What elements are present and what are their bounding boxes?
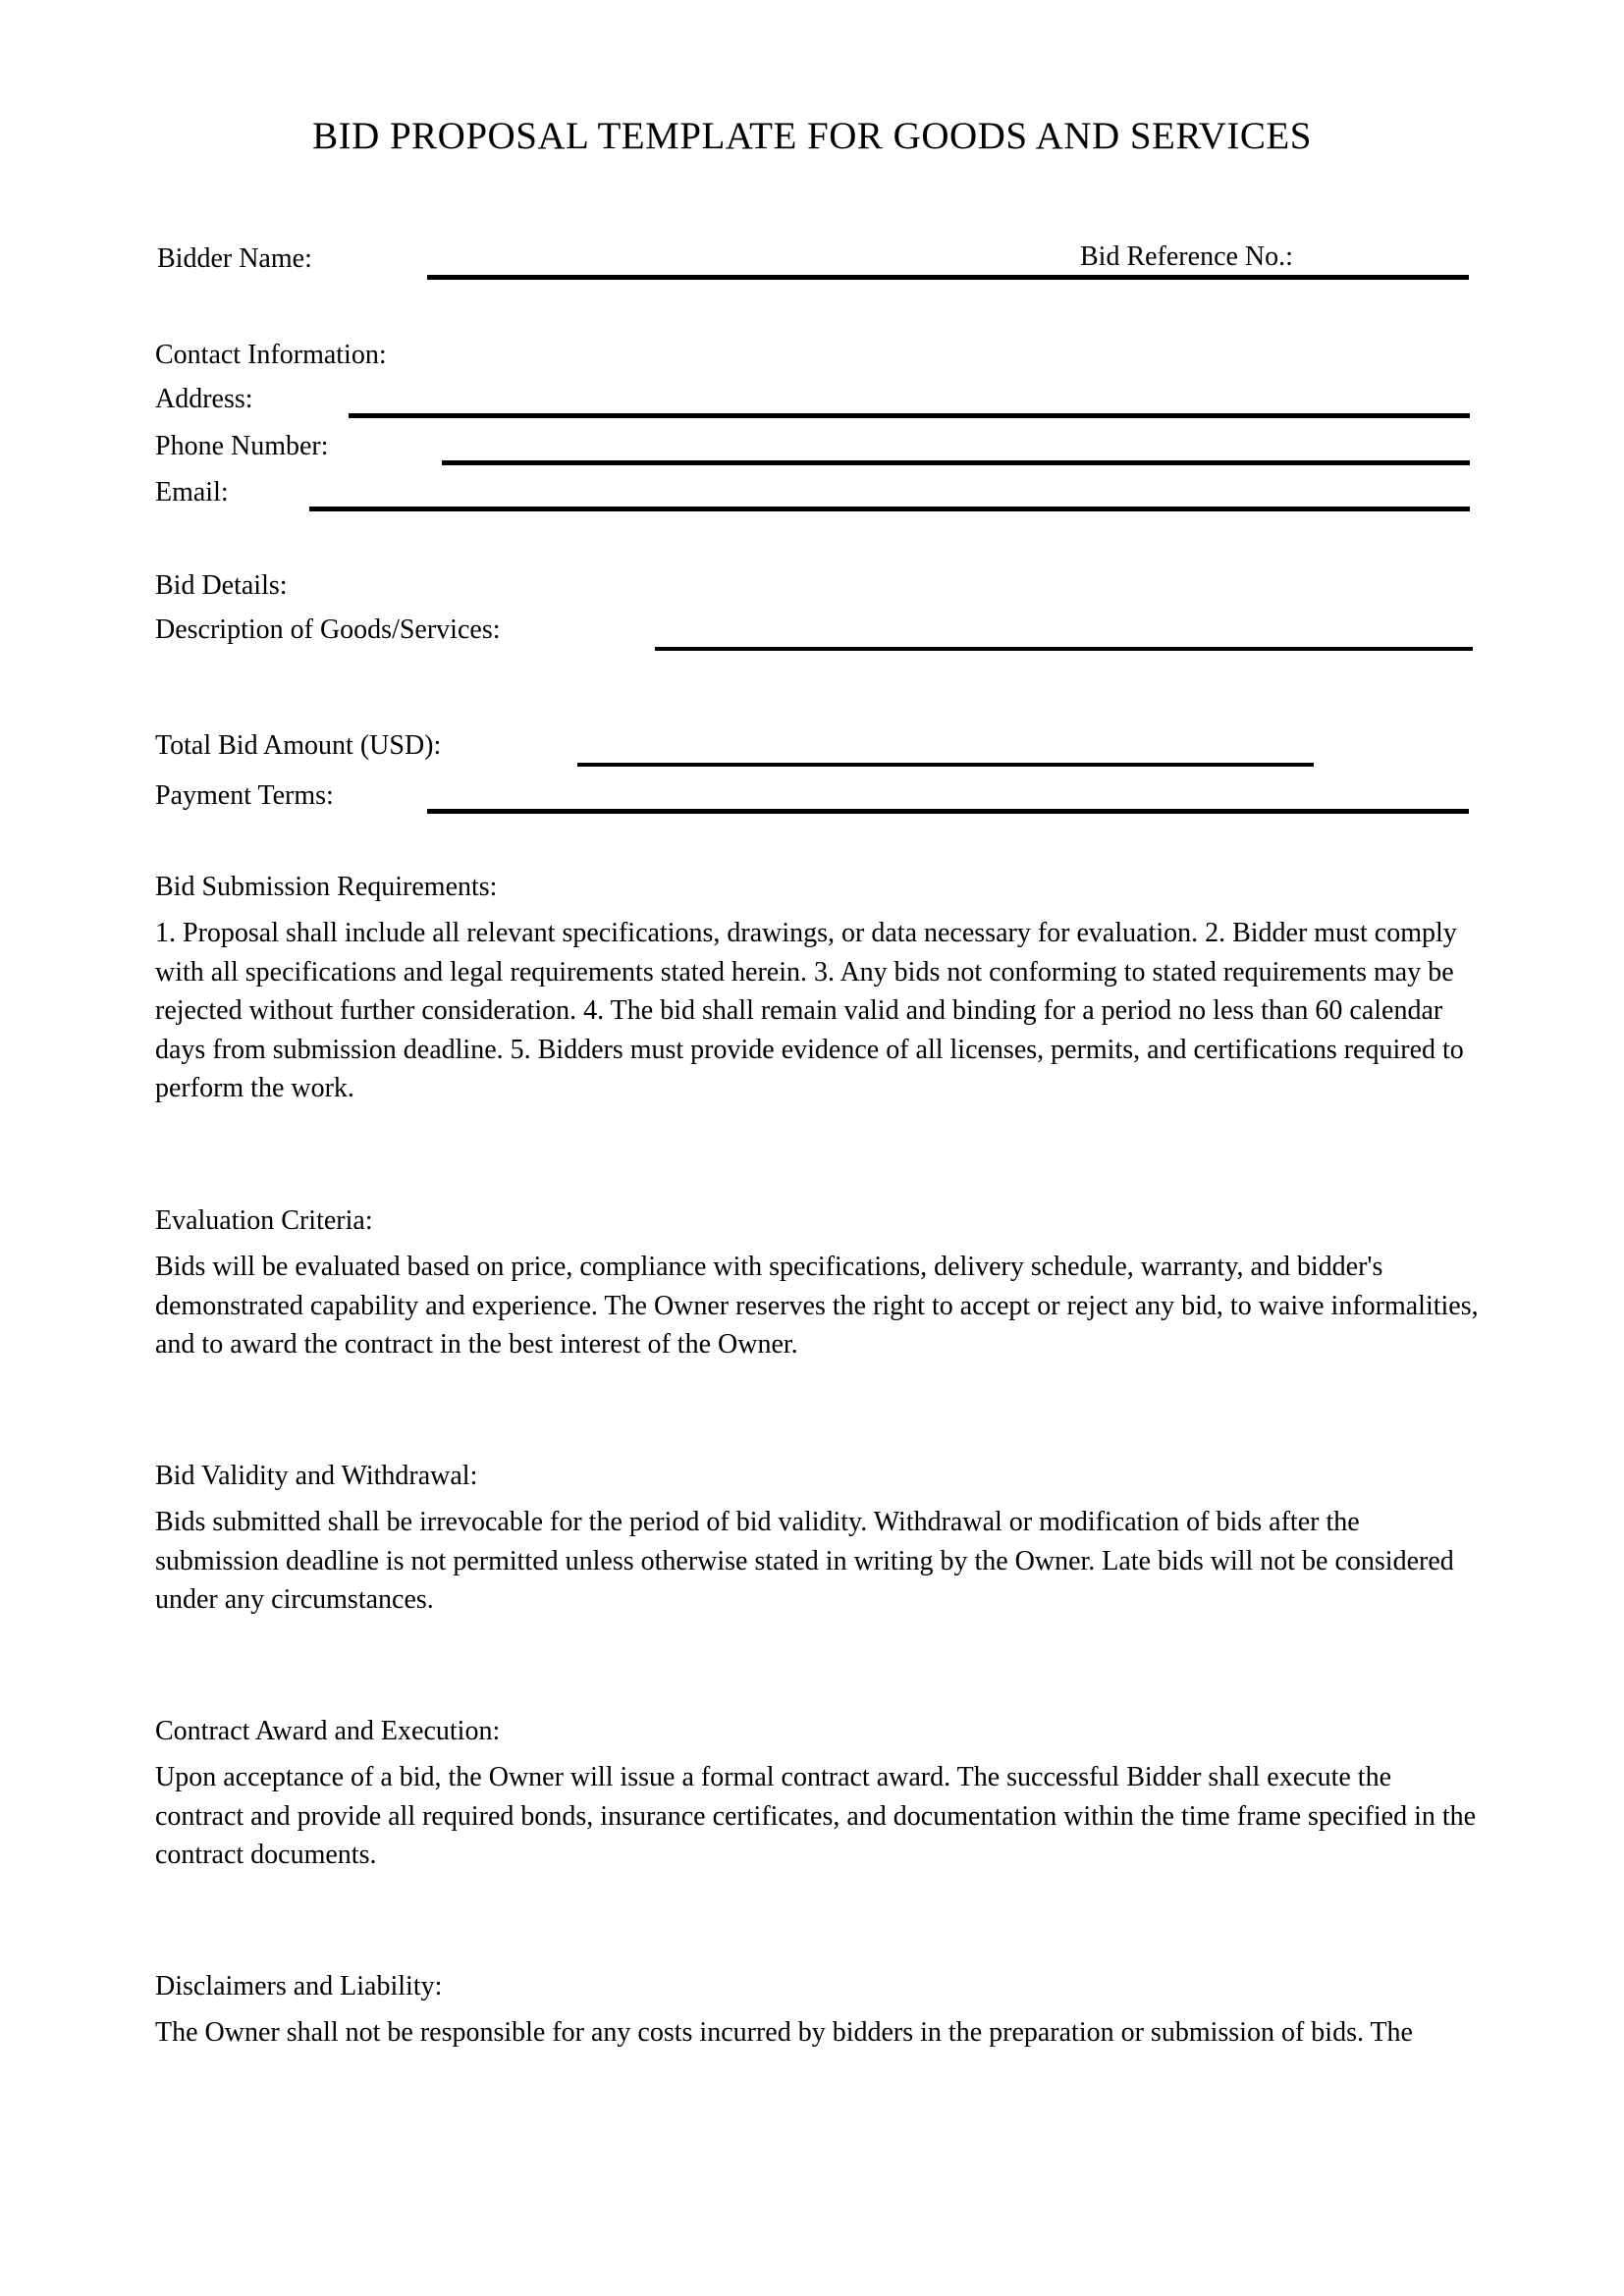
page-title: BID PROPOSAL TEMPLATE FOR GOODS AND SERVICES (312, 115, 1312, 157)
description-input-line[interactable] (655, 647, 1473, 651)
email-input-line[interactable] (309, 507, 1470, 511)
bid-validity-withdrawal-heading: Bid Validity and Withdrawal: (155, 1461, 478, 1491)
phone-number-label: Phone Number: (155, 431, 329, 461)
section-bid-submission-requirements (155, 871, 1479, 1108)
bid-details-heading: Bid Details: (155, 570, 288, 601)
bid-validity-withdrawal-body: Bids submitted shall be irrevocable for the period of bid validity. Withdrawal or modification of bids after the submission deadline is not permitted unless otherwise stated in writing by the Owner. Late bids will not be considered under any circumstances. (155, 1507, 1454, 1615)
bidder-name-label: Bidder Name: (157, 243, 312, 274)
payment-terms-input-line[interactable] (427, 809, 1469, 814)
bid-reference-label: Bid Reference No.: (1080, 241, 1293, 272)
address-input-line[interactable] (349, 413, 1470, 418)
bidder-name-input-line[interactable] (427, 275, 1469, 280)
address-label: Address: (155, 384, 253, 414)
email-label: Email: (155, 477, 229, 507)
bid-submission-requirements-heading: Bid Submission Requirements: (155, 872, 498, 902)
contract-award-execution-heading: Contract Award and Execution: (155, 1716, 501, 1746)
contract-award-execution-body: Upon acceptance of a bid, the Owner will issue a formal contract award. The successful Bidder shall execute the contract and provide all required bonds, insurance certificates, and documentation within the time frame specified in the contract documents. (155, 1762, 1477, 1870)
contact-information-heading: Contact Information: (155, 340, 387, 370)
section-contract-award-execution (155, 1715, 1479, 1875)
section-bid-validity-withdrawal (155, 1460, 1479, 1620)
phone-number-input-line[interactable] (442, 460, 1470, 465)
payment-terms-label: Payment Terms: (155, 780, 334, 811)
section-disclaimers-liability (155, 1970, 1479, 2053)
bid-submission-requirements-body: 1. Proposal shall include all relevant specifications, drawings, or data necessary for evaluation. 2. Bidder must comply with all specifications and legal requirements stated herein. 3. Any bids not conforming to stated requirements may be rejected without further consideration. 4. The bid shall remain valid and binding for a period no less than 60 calendar days from submission deadline. 5. Bidders must provide evidence of all licenses, permits, and certifications required to perform the work. (155, 918, 1464, 1103)
total-bid-amount-input-line[interactable] (577, 763, 1314, 767)
evaluation-criteria-body: Bids will be evaluated based on price, compliance with specifications, delivery schedule, warranty, and bidder's demonstrated capability and experience. The Owner reserves the right to accept or reject any bid, to waive informalities, and to award the contract in the best interest of the Owner. (155, 1252, 1479, 1360)
evaluation-criteria-heading: Evaluation Criteria: (155, 1205, 373, 1236)
description-of-goods-services-label: Description of Goods/Services: (155, 614, 501, 645)
section-evaluation-criteria (155, 1204, 1479, 1364)
disclaimers-liability-body: The Owner shall not be responsible for any costs incurred by bidders in the preparation or submission of bids. The (155, 2017, 1413, 2048)
total-bid-amount-label: Total Bid Amount (USD): (155, 730, 442, 761)
disclaimers-liability-heading: Disclaimers and Liability: (155, 1971, 443, 2002)
